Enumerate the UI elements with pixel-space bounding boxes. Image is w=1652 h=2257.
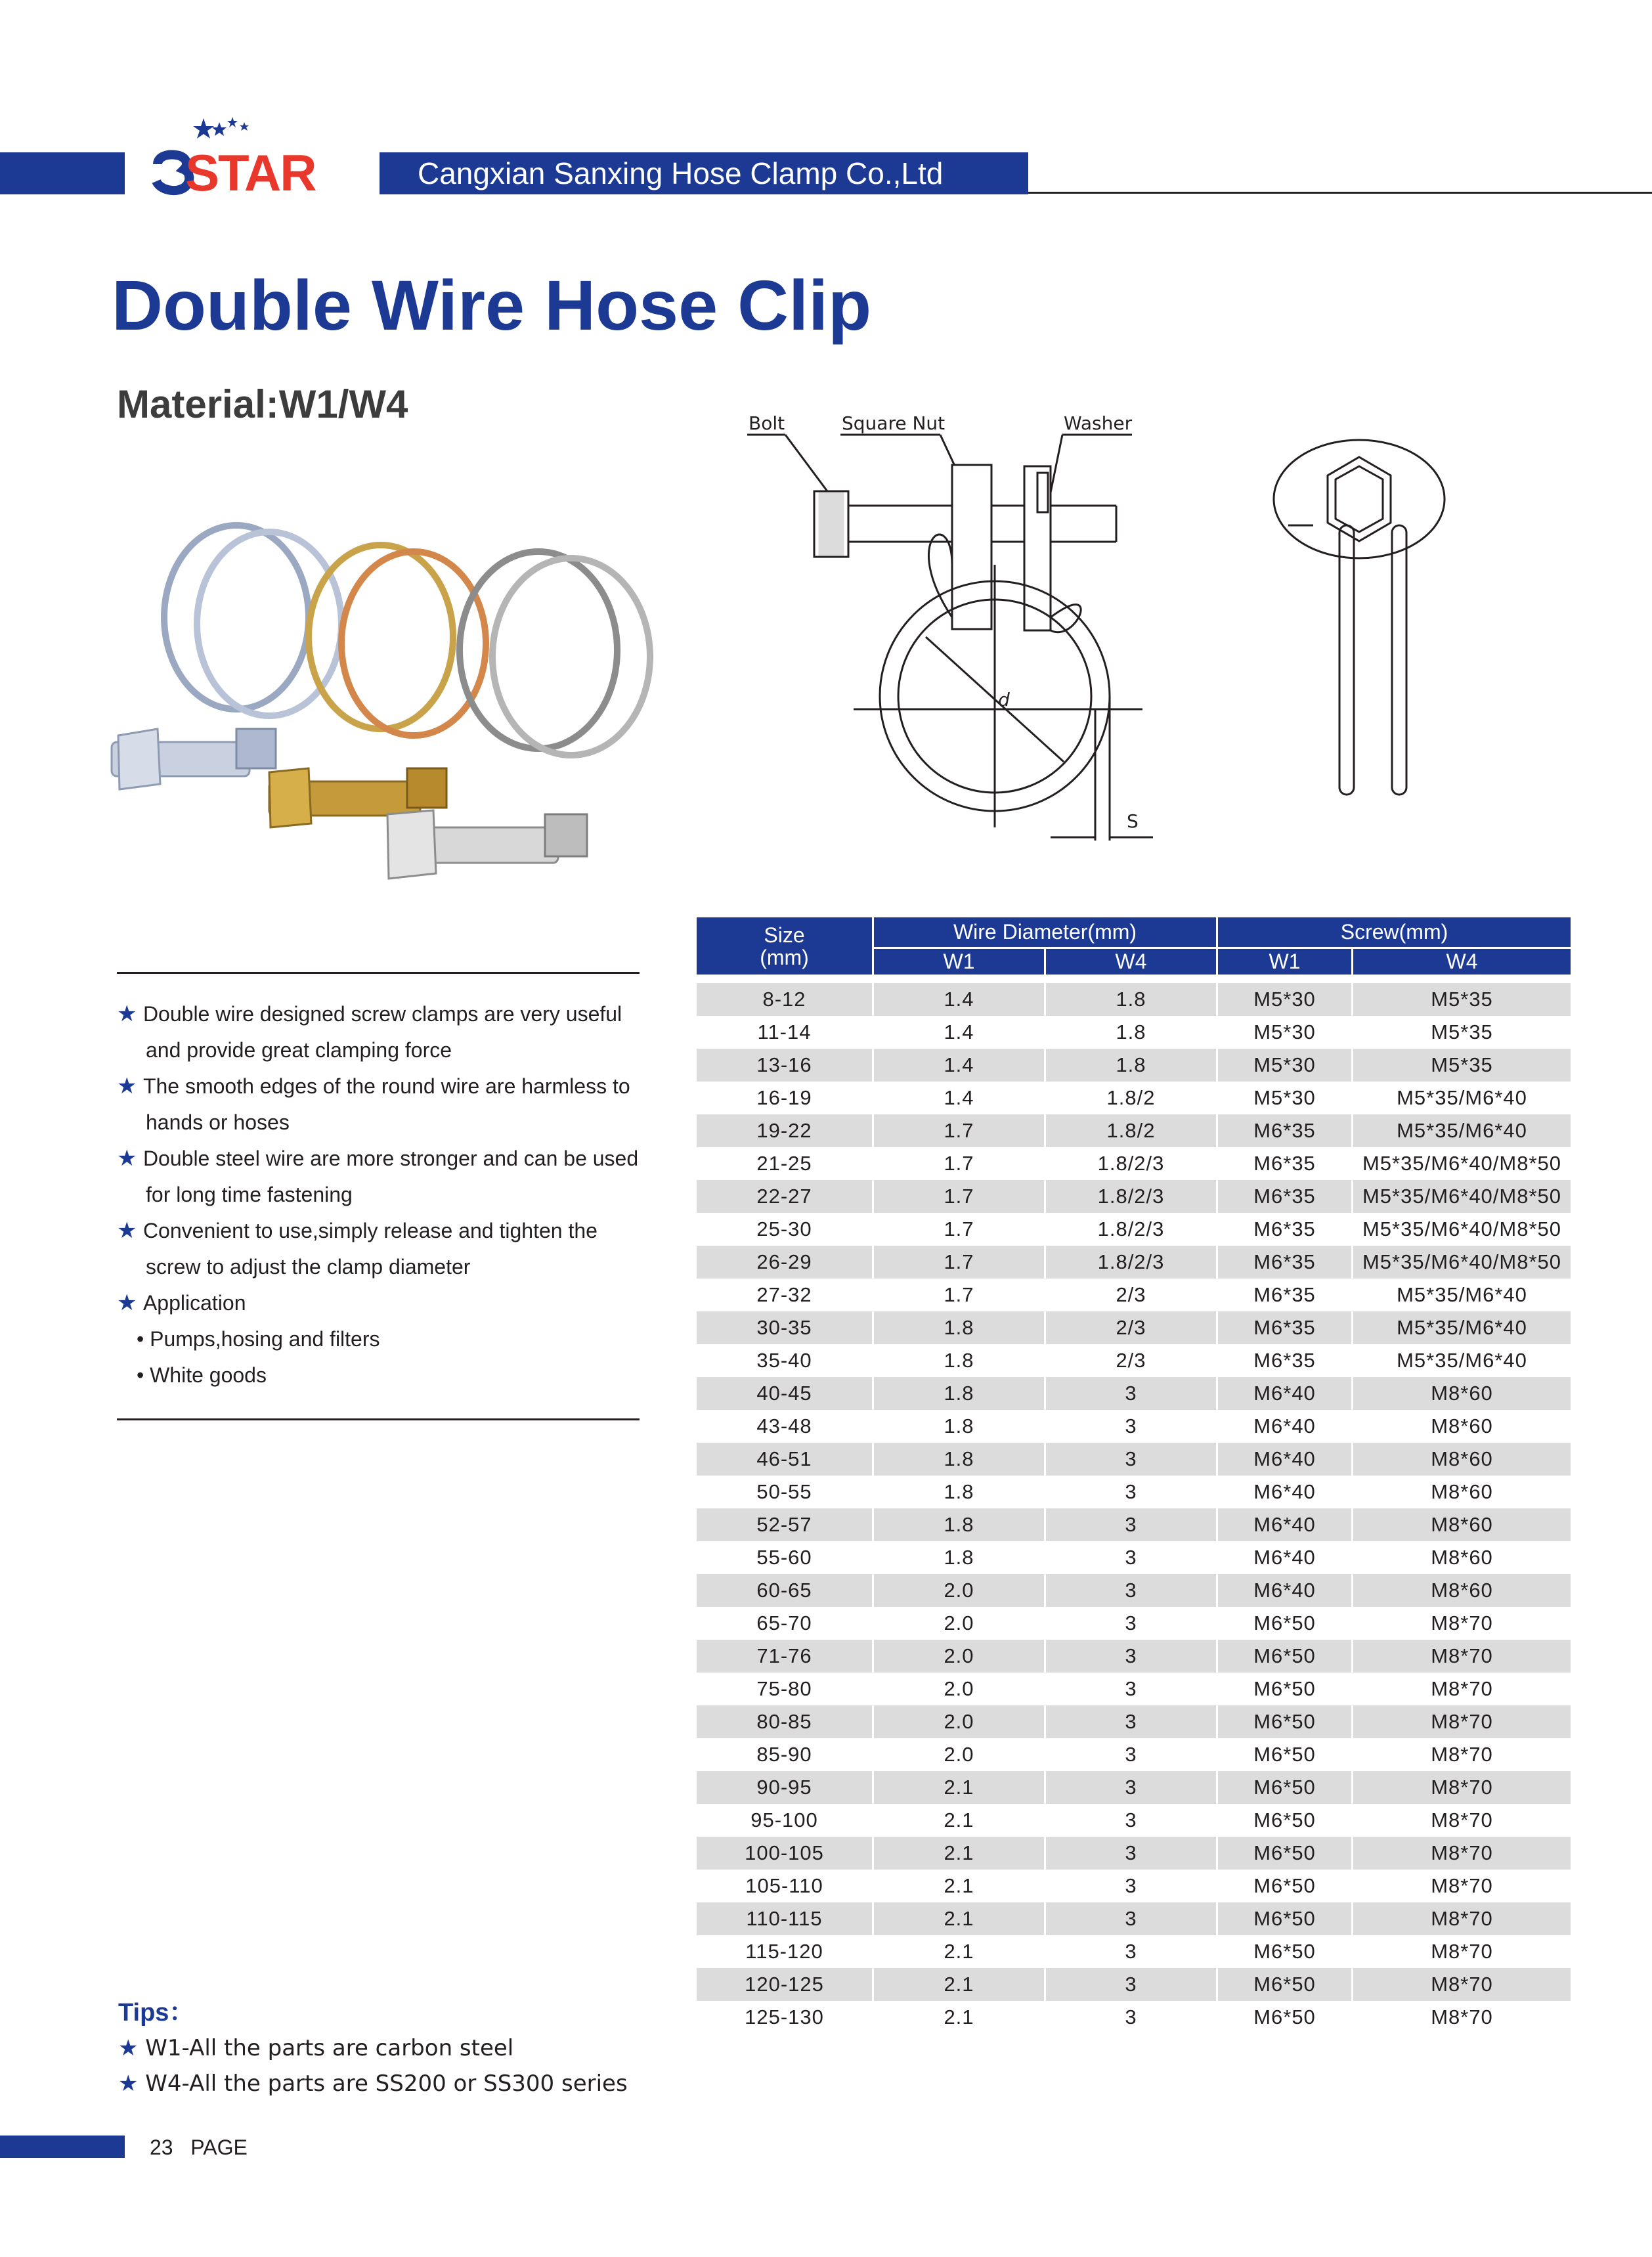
cell-screw-w4: M8*60 xyxy=(1353,1377,1572,1410)
table-row xyxy=(696,1870,1572,1902)
cell-size: 50-55 xyxy=(696,1476,873,1508)
table-row xyxy=(696,1935,1572,1968)
cell-size: 85-90 xyxy=(696,1738,873,1771)
cell-size: 65-70 xyxy=(696,1607,873,1640)
table-row xyxy=(696,1344,1572,1377)
cell-screw-w4: M8*70 xyxy=(1353,1902,1572,1935)
table-row xyxy=(696,1607,1572,1640)
page-title: Double Wire Hose Clip xyxy=(112,265,872,345)
technical-drawing xyxy=(735,407,1523,854)
cell-screw-w1: M5*30 xyxy=(1217,983,1353,1016)
cell-screw-w1: M6*40 xyxy=(1217,1574,1353,1607)
cell-screw-w4: M5*35 xyxy=(1353,983,1572,1016)
cell-wire-w1: 1.4 xyxy=(873,1082,1045,1114)
cell-screw-w4: M5*35/M6*40/M8*50 xyxy=(1353,1246,1572,1279)
cell-wire-w1: 1.4 xyxy=(873,983,1045,1016)
feature-line: ★ The smooth edges of the round wire are harmless to xyxy=(117,1074,630,1099)
cell-screw-w1: M6*50 xyxy=(1217,1771,1353,1804)
cell-size: 105-110 xyxy=(696,1870,873,1902)
cell-screw-w4: M8*70 xyxy=(1353,1673,1572,1705)
feature-rule-top xyxy=(117,972,640,974)
cell-screw-w4: M8*70 xyxy=(1353,1804,1572,1837)
cell-wire-w1: 2.1 xyxy=(873,1968,1045,2001)
cell-wire-w1: 1.8 xyxy=(873,1344,1045,1377)
table-row xyxy=(696,1410,1572,1443)
cell-screw-w1: M6*50 xyxy=(1217,1968,1353,2001)
cell-screw-w4: M5*35/M6*40/M8*50 xyxy=(1353,1213,1572,1246)
label-d: d xyxy=(998,689,1010,711)
cell-wire-w1: 1.4 xyxy=(873,1049,1045,1082)
table-row xyxy=(696,1804,1572,1837)
feature-line: ★ Double steel wire are more stronger and can be used xyxy=(117,1146,639,1171)
cell-wire-w4: 3 xyxy=(1045,1476,1217,1508)
cell-screw-w1: M5*30 xyxy=(1217,1049,1353,1082)
star-icon: ★ xyxy=(117,1290,143,1315)
page-number: 23 PAGE xyxy=(150,2136,248,2159)
header-size: Size (mm) xyxy=(696,917,873,976)
cell-wire-w1: 2.0 xyxy=(873,1607,1045,1640)
header-wire-w4: W4 xyxy=(1045,948,1217,976)
cell-screw-w1: M6*35 xyxy=(1217,1311,1353,1344)
table-row xyxy=(696,1508,1572,1541)
cell-size: 27-32 xyxy=(696,1279,873,1311)
cell-wire-w4: 1.8/2 xyxy=(1045,1114,1217,1147)
cell-screw-w1: M6*35 xyxy=(1217,1114,1353,1147)
cell-screw-w1: M6*50 xyxy=(1217,1607,1353,1640)
cell-wire-w4: 3 xyxy=(1045,1968,1217,2001)
cell-size: 125-130 xyxy=(696,2001,873,2034)
feature-line: and provide great clamping force xyxy=(146,1038,452,1062)
cell-screw-w4: M5*35/M6*40 xyxy=(1353,1344,1572,1377)
cell-wire-w4: 3 xyxy=(1045,1541,1217,1574)
table-row xyxy=(696,1082,1572,1114)
star-icon: ★ xyxy=(117,1146,143,1171)
cell-wire-w1: 2.1 xyxy=(873,1771,1045,1804)
cell-screw-w1: M6*50 xyxy=(1217,1673,1353,1705)
table-row xyxy=(696,1377,1572,1410)
cell-screw-w4: M8*70 xyxy=(1353,1738,1572,1771)
star-icon: ★ xyxy=(118,2071,139,2097)
cell-size: 21-25 xyxy=(696,1147,873,1180)
cell-wire-w1: 1.8 xyxy=(873,1476,1045,1508)
cell-size: 90-95 xyxy=(696,1771,873,1804)
cell-wire-w4: 3 xyxy=(1045,1508,1217,1541)
cell-screw-w4: M8*70 xyxy=(1353,1870,1572,1902)
feature-rule-bottom xyxy=(117,1418,640,1420)
cell-size: 40-45 xyxy=(696,1377,873,1410)
cell-size: 71-76 xyxy=(696,1640,873,1673)
cell-wire-w4: 1.8/2/3 xyxy=(1045,1180,1217,1213)
cell-screw-w4: M8*60 xyxy=(1353,1508,1572,1541)
cell-size: 13-16 xyxy=(696,1049,873,1082)
cell-screw-w4: M8*60 xyxy=(1353,1410,1572,1443)
feature-line: for long time fastening xyxy=(146,1183,353,1206)
product-photo xyxy=(105,519,670,887)
table-row xyxy=(696,1147,1572,1180)
cell-screw-w1: M6*40 xyxy=(1217,1410,1353,1443)
cell-screw-w1: M6*50 xyxy=(1217,1640,1353,1673)
label-square-nut: Square Nut xyxy=(842,412,946,434)
cell-wire-w1: 2.1 xyxy=(873,1935,1045,1968)
stainless-clip xyxy=(387,552,650,879)
table-row xyxy=(696,1443,1572,1476)
cell-size: 11-14 xyxy=(696,1016,873,1049)
table-row xyxy=(696,1771,1572,1804)
cell-size: 75-80 xyxy=(696,1673,873,1705)
cell-wire-w1: 2.0 xyxy=(873,1738,1045,1771)
feature-line: • Pumps,hosing and filters xyxy=(137,1327,380,1351)
star-icon: ★ xyxy=(118,2035,139,2061)
label-bolt: Bolt xyxy=(749,412,785,434)
cell-screw-w4: M8*70 xyxy=(1353,1968,1572,2001)
cell-screw-w4: M5*35/M6*40 xyxy=(1353,1279,1572,1311)
cell-screw-w1: M6*50 xyxy=(1217,1705,1353,1738)
cell-wire-w1: 1.8 xyxy=(873,1541,1045,1574)
company-name: Cangxian Sanxing Hose Clamp Co.,Ltd xyxy=(418,156,944,190)
cell-size: 25-30 xyxy=(696,1213,873,1246)
cell-screw-w4: M5*35/M6*40 xyxy=(1353,1082,1572,1114)
table-row xyxy=(696,2001,1572,2034)
cell-screw-w1: M6*35 xyxy=(1217,1344,1353,1377)
feature-line: ★ Application xyxy=(117,1290,246,1315)
cell-wire-w4: 3 xyxy=(1045,1410,1217,1443)
cell-screw-w1: M6*50 xyxy=(1217,1804,1353,1837)
cell-wire-w4: 3 xyxy=(1045,1804,1217,1837)
cell-screw-w4: M5*35 xyxy=(1353,1049,1572,1082)
cell-screw-w1: M6*35 xyxy=(1217,1246,1353,1279)
cell-screw-w1: M6*40 xyxy=(1217,1508,1353,1541)
cell-size: 95-100 xyxy=(696,1804,873,1837)
table-row xyxy=(696,983,1572,1016)
cell-size: 55-60 xyxy=(696,1541,873,1574)
cell-wire-w1: 1.8 xyxy=(873,1443,1045,1476)
cell-wire-w4: 1.8/2/3 xyxy=(1045,1213,1217,1246)
cell-screw-w1: M6*40 xyxy=(1217,1443,1353,1476)
feature-line: • White goods xyxy=(137,1363,267,1387)
cell-size: 22-27 xyxy=(696,1180,873,1213)
cell-size: 100-105 xyxy=(696,1837,873,1870)
header-bar-left xyxy=(0,152,125,194)
cell-screw-w1: M5*30 xyxy=(1217,1082,1353,1114)
cell-screw-w4: M5*35/M6*40/M8*50 xyxy=(1353,1147,1572,1180)
cell-wire-w4: 1.8 xyxy=(1045,1016,1217,1049)
cell-screw-w4: M8*70 xyxy=(1353,1935,1572,1968)
label-washer: Washer xyxy=(1064,412,1133,434)
cell-size: 35-40 xyxy=(696,1344,873,1377)
cell-screw-w4: M8*70 xyxy=(1353,1640,1572,1673)
cell-screw-w4: M8*70 xyxy=(1353,1837,1572,1870)
table-row xyxy=(696,1246,1572,1279)
table-row xyxy=(696,1640,1572,1673)
bullet-icon: • xyxy=(137,1363,150,1387)
table-row xyxy=(696,1574,1572,1607)
cell-screw-w1: M6*50 xyxy=(1217,2001,1353,2034)
header-wire-w1: W1 xyxy=(873,948,1045,976)
star-icon: ★ xyxy=(117,1218,143,1243)
cell-screw-w4: M8*60 xyxy=(1353,1541,1572,1574)
cell-wire-w1: 1.7 xyxy=(873,1114,1045,1147)
cell-size: 26-29 xyxy=(696,1246,873,1279)
table-row xyxy=(696,1016,1572,1049)
cell-screw-w1: M6*35 xyxy=(1217,1180,1353,1213)
cell-size: 8-12 xyxy=(696,983,873,1016)
header-screw: Screw(mm) xyxy=(1217,917,1572,948)
cell-wire-w4: 1.8 xyxy=(1045,983,1217,1016)
cell-screw-w1: M6*40 xyxy=(1217,1541,1353,1574)
cell-size: 43-48 xyxy=(696,1410,873,1443)
cell-size: 60-65 xyxy=(696,1574,873,1607)
logo-wordmark: STAR xyxy=(185,144,316,202)
zinc-blue-clip xyxy=(112,525,341,789)
cell-wire-w1: 1.7 xyxy=(873,1180,1045,1213)
star-icon: ★ xyxy=(117,1001,143,1026)
feature-line: hands or hoses xyxy=(146,1110,290,1134)
cell-screw-w1: M6*35 xyxy=(1217,1147,1353,1180)
cell-screw-w4: M5*35/M6*40/M8*50 xyxy=(1353,1180,1572,1213)
cell-screw-w4: M8*60 xyxy=(1353,1443,1572,1476)
cell-screw-w4: M5*35/M6*40 xyxy=(1353,1114,1572,1147)
cell-wire-w4: 3 xyxy=(1045,1673,1217,1705)
cell-wire-w4: 3 xyxy=(1045,1837,1217,1870)
cell-wire-w4: 2/3 xyxy=(1045,1344,1217,1377)
cell-screw-w1: M5*30 xyxy=(1217,1016,1353,1049)
cell-wire-w4: 1.8/2 xyxy=(1045,1082,1217,1114)
cell-wire-w4: 2/3 xyxy=(1045,1279,1217,1311)
cell-wire-w4: 3 xyxy=(1045,1935,1217,1968)
cell-wire-w1: 2.1 xyxy=(873,1837,1045,1870)
table-row xyxy=(696,1902,1572,1935)
cell-screw-w4: M8*60 xyxy=(1353,1476,1572,1508)
cell-wire-w4: 3 xyxy=(1045,1443,1217,1476)
header-screw-w4: W4 xyxy=(1353,948,1572,976)
cell-screw-w4: M8*60 xyxy=(1353,1574,1572,1607)
cell-screw-w1: M6*35 xyxy=(1217,1279,1353,1311)
table-row xyxy=(696,1279,1572,1311)
cell-size: 46-51 xyxy=(696,1443,873,1476)
cell-wire-w1: 1.7 xyxy=(873,1147,1045,1180)
table-row xyxy=(696,1180,1572,1213)
star-icon: ★ xyxy=(117,1074,143,1099)
cell-size: 30-35 xyxy=(696,1311,873,1344)
cell-wire-w1: 2.1 xyxy=(873,2001,1045,2034)
table-row xyxy=(696,1476,1572,1508)
cell-wire-w4: 2/3 xyxy=(1045,1311,1217,1344)
cell-wire-w1: 2.0 xyxy=(873,1574,1045,1607)
table-row xyxy=(696,1738,1572,1771)
cell-screw-w1: M6*50 xyxy=(1217,1837,1353,1870)
cell-wire-w1: 2.0 xyxy=(873,1640,1045,1673)
cell-screw-w1: M6*50 xyxy=(1217,1935,1353,1968)
feature-line: ★ Convenient to use,simply release and tighten the xyxy=(117,1218,598,1243)
cell-wire-w1: 1.7 xyxy=(873,1279,1045,1311)
cell-screw-w1: M6*50 xyxy=(1217,1738,1353,1771)
cell-size: 80-85 xyxy=(696,1705,873,1738)
cell-wire-w1: 2.1 xyxy=(873,1870,1045,1902)
3star-logo xyxy=(139,105,362,204)
cell-wire-w4: 3 xyxy=(1045,1902,1217,1935)
cell-wire-w1: 2.1 xyxy=(873,1804,1045,1837)
cell-size: 16-19 xyxy=(696,1082,873,1114)
header-wire-diameter: Wire Diameter(mm) xyxy=(873,917,1217,948)
cell-wire-w1: 1.4 xyxy=(873,1016,1045,1049)
cell-screw-w1: M6*40 xyxy=(1217,1476,1353,1508)
cell-wire-w4: 1.8/2/3 xyxy=(1045,1246,1217,1279)
cell-screw-w4: M8*70 xyxy=(1353,1705,1572,1738)
cell-size: 52-57 xyxy=(696,1508,873,1541)
table-row xyxy=(696,1541,1572,1574)
cell-screw-w1: M6*40 xyxy=(1217,1377,1353,1410)
cell-wire-w4: 3 xyxy=(1045,1574,1217,1607)
material-label: Material:W1/W4 xyxy=(117,382,408,426)
spec-table-body xyxy=(696,976,1572,2034)
cell-size: 19-22 xyxy=(696,1114,873,1147)
cell-wire-w1: 1.8 xyxy=(873,1410,1045,1443)
cell-screw-w4: M5*35 xyxy=(1353,1016,1572,1049)
cell-screw-w1: M6*50 xyxy=(1217,1902,1353,1935)
footer-bar xyxy=(0,2136,125,2158)
cell-wire-w1: 1.8 xyxy=(873,1508,1045,1541)
feature-line: screw to adjust the clamp diameter xyxy=(146,1255,471,1279)
cell-wire-w4: 3 xyxy=(1045,1870,1217,1902)
cell-wire-w1: 2.0 xyxy=(873,1705,1045,1738)
cell-wire-w1: 1.8 xyxy=(873,1311,1045,1344)
feature-line: ★ Double wire designed screw clamps are very useful xyxy=(117,1001,622,1026)
cell-wire-w1: 1.7 xyxy=(873,1246,1045,1279)
cell-wire-w1: 1.7 xyxy=(873,1213,1045,1246)
table-row xyxy=(696,1114,1572,1147)
cell-wire-w4: 3 xyxy=(1045,1607,1217,1640)
header-screw-w1: W1 xyxy=(1217,948,1353,976)
bullet-icon: • xyxy=(137,1327,150,1351)
label-s: S xyxy=(1127,810,1139,832)
tip-item: ★ W4-All the parts are SS200 or SS300 series xyxy=(118,2071,628,2097)
cell-wire-w1: 1.8 xyxy=(873,1377,1045,1410)
cell-wire-w4: 3 xyxy=(1045,1771,1217,1804)
cell-wire-w4: 3 xyxy=(1045,1738,1217,1771)
cell-screw-w4: M5*35/M6*40 xyxy=(1353,1311,1572,1344)
table-row xyxy=(696,1968,1572,2001)
table-row xyxy=(696,1213,1572,1246)
cell-wire-w4: 3 xyxy=(1045,1377,1217,1410)
cell-screw-w4: M8*70 xyxy=(1353,1607,1572,1640)
cell-wire-w4: 1.8/2/3 xyxy=(1045,1147,1217,1180)
header-rule xyxy=(1028,192,1652,194)
cell-screw-w1: M6*50 xyxy=(1217,1870,1353,1902)
table-row xyxy=(696,1311,1572,1344)
cell-size: 120-125 xyxy=(696,1968,873,2001)
table-row xyxy=(696,1837,1572,1870)
cell-screw-w4: M8*70 xyxy=(1353,1771,1572,1804)
tips-title: Tips： xyxy=(118,1999,194,2027)
cell-size: 110-115 xyxy=(696,1902,873,1935)
spec-table xyxy=(695,915,1573,2034)
cell-wire-w4: 3 xyxy=(1045,2001,1217,2034)
cell-wire-w4: 3 xyxy=(1045,1705,1217,1738)
cell-screw-w1: M6*35 xyxy=(1217,1213,1353,1246)
tip-item: ★ W1-All the parts are carbon steel xyxy=(118,2035,514,2061)
table-row xyxy=(696,1049,1572,1082)
cell-wire-w4: 1.8 xyxy=(1045,1049,1217,1082)
cell-size: 115-120 xyxy=(696,1935,873,1968)
table-row xyxy=(696,1673,1572,1705)
cell-wire-w1: 2.1 xyxy=(873,1902,1045,1935)
table-row xyxy=(696,1705,1572,1738)
cell-screw-w4: M8*70 xyxy=(1353,2001,1572,2034)
cell-wire-w1: 2.0 xyxy=(873,1673,1045,1705)
cell-wire-w4: 3 xyxy=(1045,1640,1217,1673)
